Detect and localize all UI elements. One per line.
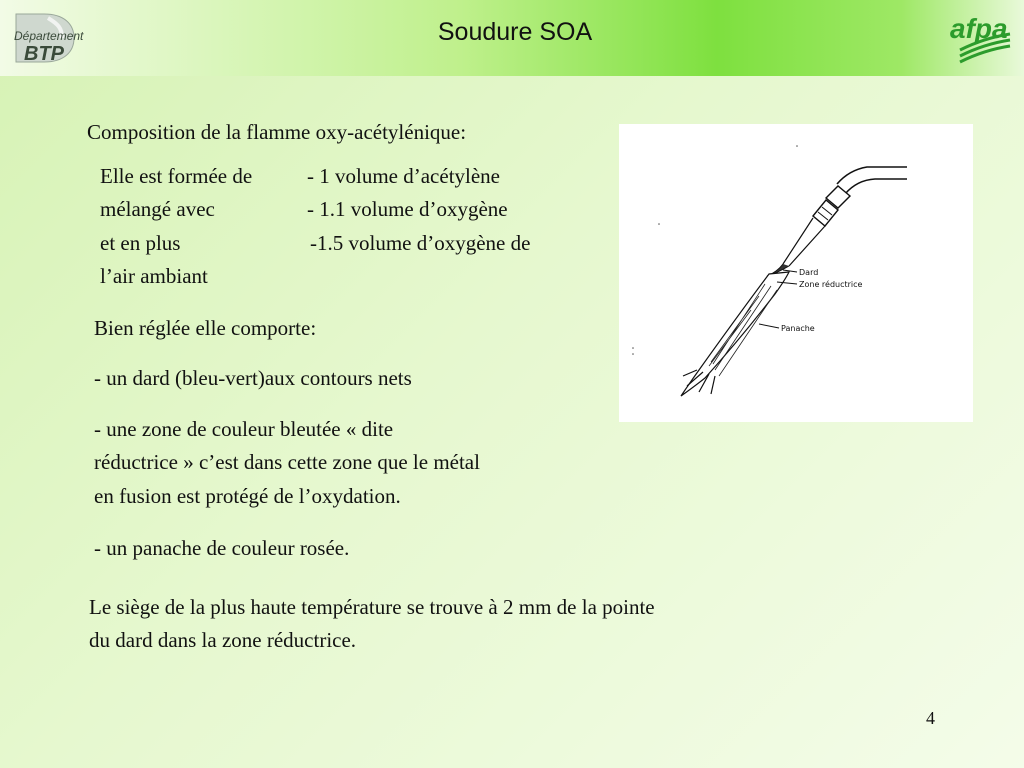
bullet-panache: - un panache de couleur rosée. [94,536,350,560]
label-panache: Panache [781,324,815,333]
page-title: Soudure SOA [437,18,593,46]
bullet-zone-line-1: - une zone de couleur bleutée « dite [94,417,394,441]
torch-flame-drawing [619,124,973,422]
composition-value-2: - 1.1 volume d’oxygène [307,197,508,221]
page-number: 4 [926,708,935,728]
conclusion-line-1: Le siège de la plus haute température se trouve à 2 mm de la pointe [89,595,655,619]
logo-text-departement: Département [14,29,84,43]
bullet-zone-line-3: en fusion est protégé de l’oxydation. [94,484,401,508]
conclusion-line-2: du dard dans la zone réductrice. [89,628,357,652]
label-dard: Dard [799,268,819,277]
label-zone-reductrice: Zone réductrice [799,280,863,289]
logo-text-btp: BTP [24,43,64,65]
composition-tail: l’air ambiant [100,264,208,288]
composition-label-2: mélangé avec [100,197,215,221]
composition-value-1: - 1 volume d’acétylène [307,164,500,188]
bullet-zone-line-2: réductrice » c’est dans cette zone que le métal [94,450,480,474]
logo-text-afpa: afpa [950,13,1008,44]
composition-label-1: Elle est formée de [100,164,253,188]
torch-flame-figure [619,124,973,422]
composition-heading: Composition de la flamme oxy-acétylénique: [87,120,467,144]
composition-value-3: -1.5 volume d’oxygène de [310,231,531,255]
subheading: Bien réglée elle comporte: [94,316,317,340]
composition-label-3: et en plus [100,231,181,255]
afpa-logo [946,8,1016,70]
bullet-dard: - un dard (bleu-vert)aux contours nets [94,366,412,390]
